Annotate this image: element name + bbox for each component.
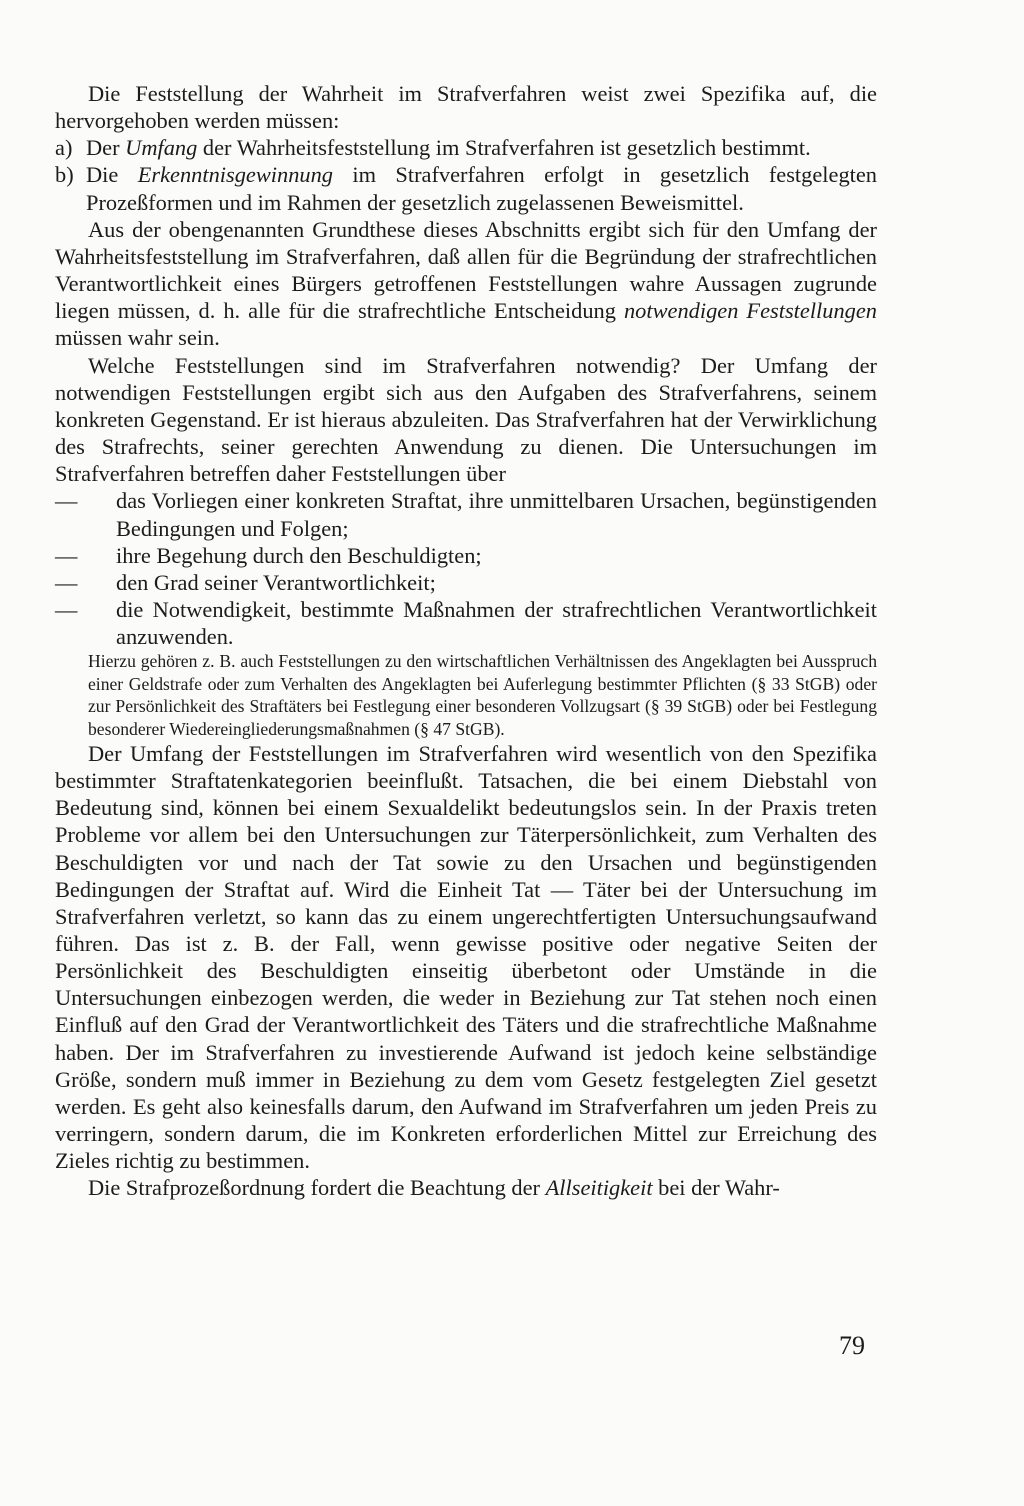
emphasis-notwendige-feststellungen: notwendigen Feststellungen	[623, 298, 877, 324]
list-item-b: b) Die Erkenntnisgewinnung im Strafverfahren erfolgt in gesetzlich festgelegten Prozeßformen und im Rahmen der gesetzlich zugelassenen Beweismittel.	[55, 162, 877, 215]
page-number: 79	[839, 1331, 865, 1360]
small-print-note: Hierzu gehören z. B. auch Feststellungen zu den wirtschaftlichen Verhältnissen des Angeklagten bei Ausspruch einer Geldstrafe oder zum Verhalten des Angeklagten bei Auferlegung bestimmter Pflichten (§ 33 StGB) oder zur Persönlichkeit des Straftäters bei Festlegung einer besonderen Vollzugsart (§ 39 StGB) oder bei Festlegung besonderer Wiedereingliederungsmaßnahmen (§ 47 StGB).	[88, 651, 877, 739]
paragraph-intro: Die Feststellung der Wahrheit im Strafverfahren weist zwei Spezifika auf, die hervorgehoben werden müssen:	[55, 81, 877, 134]
list-item: — das Vorliegen einer konkreten Straftat, ihre unmittelbaren Ursachen, begünstigenden Bedingungen und Folgen;	[55, 488, 877, 541]
emphasis-umfang: Umfang	[125, 135, 198, 161]
body-text	[55, 80, 877, 1202]
list-item: — ihre Begehung durch den Beschuldigten;	[55, 542, 482, 568]
paragraph-umfang: Der Umfang der Feststellungen im Strafverfahren wird wesentlich von den Spezifika bestimmter Straftatenkategorien beeinflußt. Tatsachen, die bei einem Diebstahl von Bedeutung sind, können bei einem Sexualdelikt bedeutungslos sein. In der Praxis treten Probleme vor allem bei den Untersuchungen zur Täterpersönlichkeit, zum Verhalten des Beschuldigten vor und nach der Tat sowie zu den Ursachen und begünstigenden Bedingungen der Straftat auf. Wird die Einheit Tat — Täter bei der Untersuchung im Strafverfahren verletzt, so kann das zu einem ungerechtfertigten Untersuchungsaufwand führen. Das ist z. B. der Fall, wenn gewisse positive oder negative Seiten der Persönlichkeit des Beschuldigten einseitig überbetont oder Umstände in die Untersuchungen einbezogen werden, die weder in Beziehung zur Tat stehen noch einen Einfluß auf den Grad der Verantwortlichkeit des Täters und die strafrechtliche Maßnahme haben. Der im Strafverfahren zu investierende Aufwand ist jedoch keine selbständige Größe, sondern muß immer in Beziehung zu dem vom Gesetz festgelegten Ziel gesetzt werden. Es geht also keinesfalls darum, den Aufwand im Strafverfahren um jeden Preis zu verringern, sondern darum, die im Konkreten erforderlichen Mittel zur Erreichung des Zieles richtig zu bestimmen.	[55, 740, 877, 1174]
paragraph-allseitigkeit: Die Strafprozeßordnung fordert die Beachtung der Allseitigkeit bei der Wahr-	[88, 1175, 780, 1201]
list-item: — den Grad seiner Verantwortlichkeit;	[55, 569, 436, 595]
feststellungen-list	[55, 487, 877, 650]
paragraph-welche-feststellungen: Welche Feststellungen sind im Strafverfahren notwendig? Der Umfang der notwendigen Feststellungen ergibt sich aus den Aufgaben des Strafverfahrens, seinem konkreten Gegenstand. Er ist hieraus abzuleiten. Das Strafverfahren hat der Verwirklichung des Strafrechts, seiner gerechten Anwendung zu dienen. Die Untersuchungen im Strafverfahren betreffen daher Feststellungen über	[55, 352, 877, 487]
paragraph-grundthese: Aus der obengenannten Grundthese dieses Abschnitts ergibt sich für den Umfang der Wahrheitsfeststellung im Strafverfahren, daß allen für die Begründung der strafrechtlichen Verantwortlichkeit eines Bürgers getroffenen Feststellungen wahre Aussagen zugrunde liegen müssen, d. h. alle für die strafrechtliche Entscheidung notwendigen Feststellungen müssen wahr sein.	[55, 216, 877, 351]
emphasis-erkenntnisgewinnung: Erkenntnisgewinnung	[137, 162, 333, 188]
list-item: — die Notwendigkeit, bestimmte Maßnahmen der strafrechtlichen Verantwortlichkeit anzuwenden.	[55, 596, 877, 650]
list-item-a: a) Der Umfang der Wahrheitsfeststellung im Strafverfahren ist gesetzlich bestimmt.	[55, 135, 811, 161]
emphasis-allseitigkeit: Allseitigkeit	[545, 1175, 653, 1201]
list-marker-a: a)	[55, 135, 73, 161]
list-marker-b: b)	[55, 162, 74, 188]
specifics-list	[55, 134, 877, 215]
